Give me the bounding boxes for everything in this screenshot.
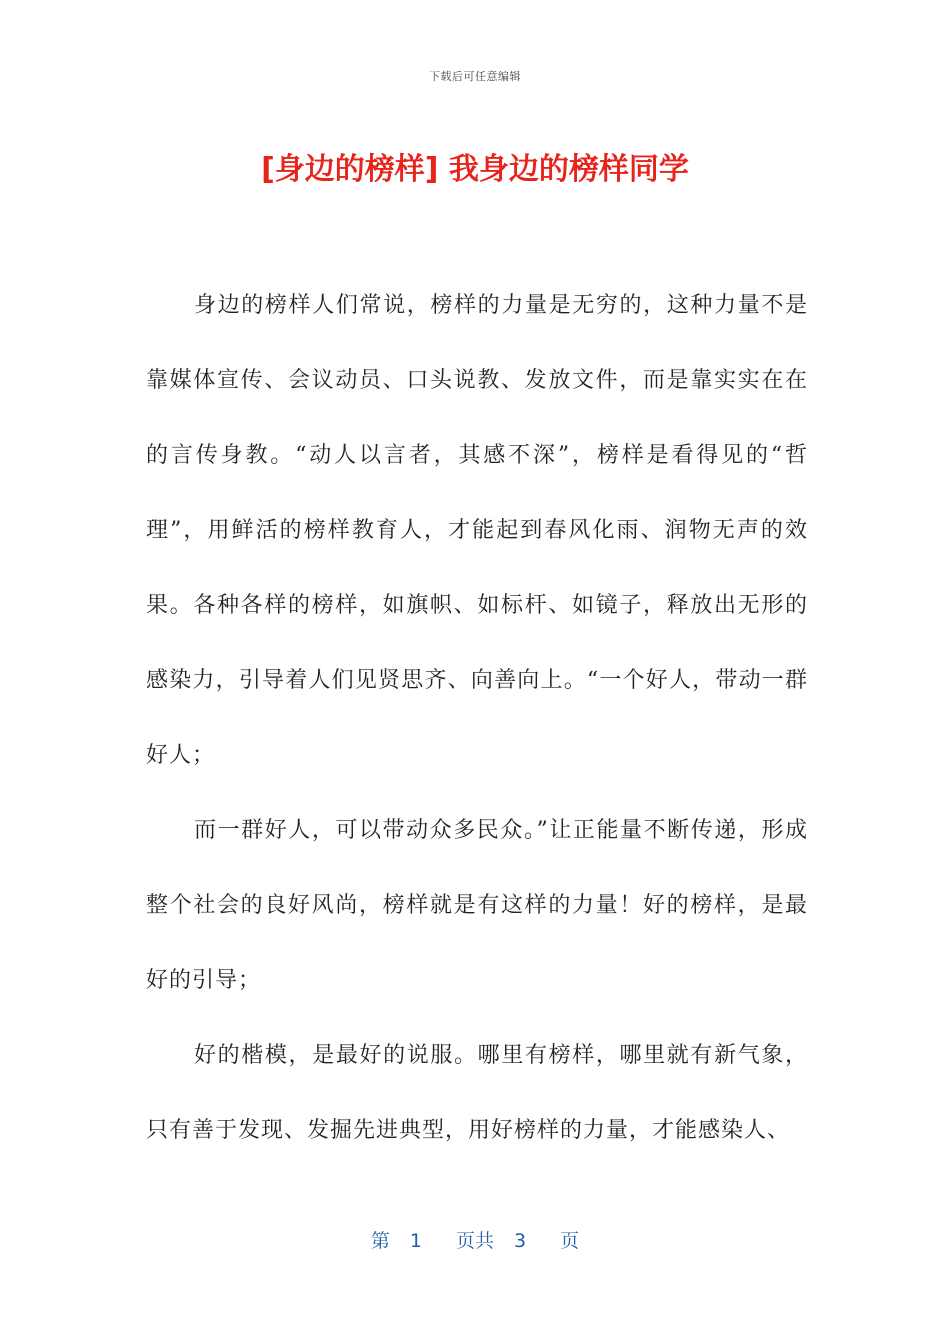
paragraph: 好的楷模，是最好的说服。哪里有榜样，哪里就有新气象，只有善于发现、发掘先进典型，用好榜样的力量，才能感染人、: [146, 1043, 808, 1143]
page-current: 1: [409, 1230, 422, 1252]
document-body: [146, 268, 808, 1168]
header-note: 下载后可任意编辑: [429, 70, 521, 83]
document-title: [身边的榜样] 我身边的榜样同学: [261, 152, 689, 187]
page-prefix: 第: [370, 1230, 390, 1252]
page-suffix: 页: [560, 1230, 580, 1252]
page-total: 3: [514, 1230, 527, 1252]
page-middle: 页共: [455, 1230, 494, 1252]
paragraph: 身边的榜样人们常说，榜样的力量是无穷的，这种力量不是靠媒体宣传、会议动员、口头说教、发放文件，而是靠实实在在的言传身教。“动人以言者，其感不深”，榜样是看得见的“哲理”，用鲜活的榜样教育人，才能起到春风化雨、润物无声的效果。各种各样的榜样，如旗帜、如标杆、如镜子，释放出无形的感染力，引导着人们见贤思齐、向善向上。“一个好人，带动一群好人；: [146, 293, 808, 768]
page-footer: [0, 1226, 950, 1253]
paragraph: 而一群好人，可以带动众多民众。”让正能量不断传递，形成整个社会的良好风尚，榜样就是有这样的力量！好的榜样，是最好的引导；: [146, 818, 808, 993]
